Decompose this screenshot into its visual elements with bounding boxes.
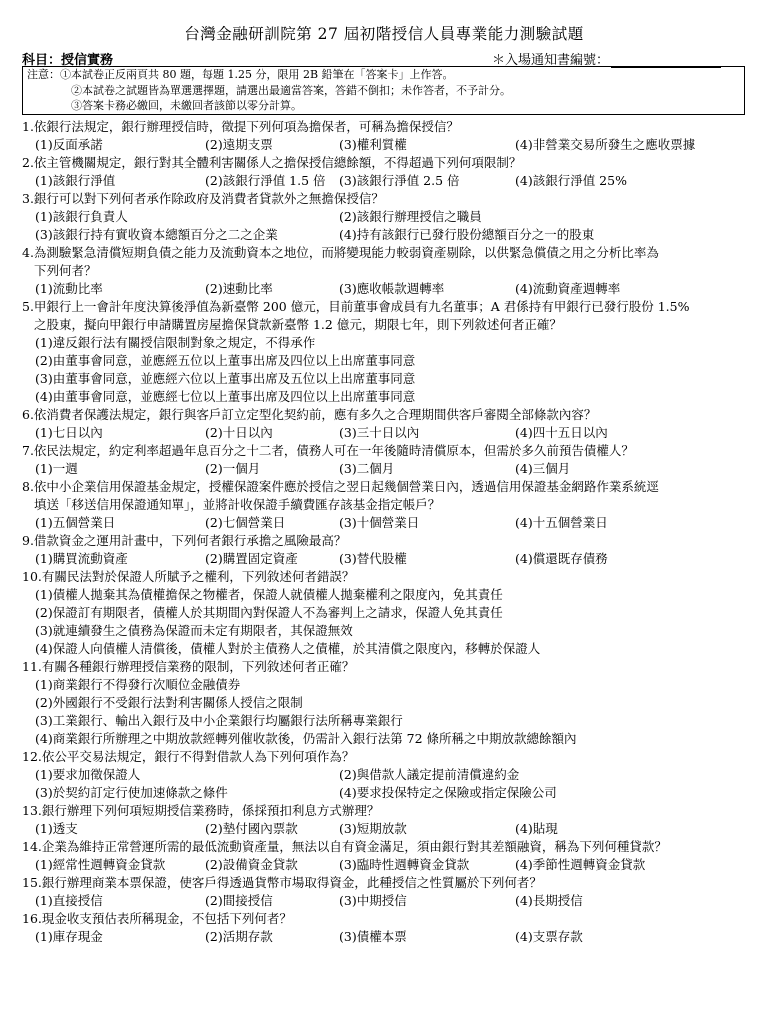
question-item [22,118,762,154]
option-row [22,766,762,784]
question-stem: 填送「移送信用保證通知單」，並將計收保證手續費匯存該基金指定帳戶？ [34,497,441,512]
answer-option: (4)由董事會同意，並應經七位以上董事出席及四位以上出席董事同意 [35,389,416,404]
answer-option: (2)購置固定資產 [205,551,298,566]
answer-option: (1)要求加徵保證人 [35,767,141,782]
answer-option: (1)經常性週轉資金貸款 [35,857,166,872]
notice-line-3-text: ③答案卡務必繳回，未繳回者該節以零分計算。 [71,99,302,112]
answer-option: (3)就連續發生之債務為保證而未定有期限者，其保證無效 [35,623,353,638]
option-row [22,550,762,568]
option-row [22,820,762,838]
notice-line-1: 注意：①本試卷正反兩頁共 80 題，每題 1.25 分，限用 2B 鉛筆在「答案卡」上作答。 [27,68,454,81]
answer-option: (2)設備資金貸款 [205,857,298,872]
answer-option: (4)非營業交易所發生之應收票據 [515,137,696,152]
answer-option: (4)十五個營業日 [515,515,608,530]
question-item [22,802,762,838]
admission-number-label: ＊入場通知書編號： [492,53,610,68]
question-stem: 16.現金收支預估表所稱現金，不包括下列何者？ [22,911,292,926]
answer-option: (2)間接授信 [205,893,273,908]
answer-option: (1)七日以內 [35,425,103,440]
answer-option: (1)商業銀行不得發行次順位金融債券 [35,677,241,692]
question-item [22,874,762,910]
question-item [22,838,762,874]
answer-option: (2)保證訂有期限者，債權人於其期間內對保證人不為審判上之請求，保證人免其責任 [35,605,503,620]
option-row [22,136,762,154]
answer-option: (2)速動比率 [205,281,273,296]
option-row [22,676,762,694]
question-stem: 10.有關民法對於保證人所賦予之權利，下列敘述何者錯誤？ [22,569,355,584]
question-stem: 14.企業為維持正常營運所需的最低流動資產量，無法以自有資金滿足，須由銀行對其差額融資，稱為下列何種貸款？ [22,839,667,854]
notice-box [22,66,745,115]
question-stem: 12.依公平交易法規定，銀行不得對借款人為下列何項作為？ [22,749,355,764]
answer-option: (4)季節性週轉資金貸款 [515,857,646,872]
option-row [22,208,762,226]
question-item [22,478,762,532]
answer-option: (1)違反銀行法有關授信限制對象之規定，不得承作 [35,335,316,350]
answer-option: (1)透支 [35,821,78,836]
option-row [22,712,762,730]
answer-option: (1)該銀行淨值 [35,173,116,188]
answer-option: (3)臨時性週轉資金貸款 [339,857,470,872]
answer-option: (4)支票存款 [515,929,583,944]
question-item [22,748,762,802]
answer-option: (2)遠期支票 [205,137,273,152]
question-stem: 5.甲銀行上一會計年度決算後淨值為新臺幣 200 億元，目前董事會成員有九名董事；A 君係持有甲銀行已發行股份 1.5% [22,299,690,314]
answer-option: (3)十個營業日 [339,515,420,530]
answer-option: (4)保證人向債權人清償後，債權人對於主債務人之債權，於其清償之限度內，移轉於保證人 [35,641,541,656]
question-item [22,568,762,658]
option-row [22,928,762,946]
answer-option: (4)流動資產週轉率 [515,281,621,296]
question-item [22,406,762,442]
option-row [22,226,762,244]
option-row [22,856,762,874]
option-row [22,388,762,406]
question-stem: 1.依銀行法規定，銀行辦理授信時，徵提下列何項為擔保者，可稱為擔保授信？ [22,119,459,134]
question-stem: 6.依消費者保護法規定，銀行與客戶訂立定型化契約前，應有多久之合理期間供客戶審閱全部條款內容？ [22,407,597,422]
answer-option: (1)庫存現金 [35,929,103,944]
answer-option: (2)該銀行辦理授信之職員 [339,209,482,224]
answer-option: (2)該銀行淨值 1.5 倍 [205,173,326,188]
answer-option: (3)應收帳款週轉率 [339,281,445,296]
answer-option: (4)貼現 [515,821,558,836]
option-row [22,370,762,388]
subject-label: 科目：授信實務 [22,53,114,68]
question-stem: 11.有關各種銀行辦理授信業務的限制，下列敘述何者正確？ [22,659,355,674]
question-item [22,154,762,190]
answer-option: (2)一個月 [205,461,261,476]
question-item [22,298,762,406]
answer-option: (3)該銀行持有實收資本總額百分之二之企業 [35,227,278,242]
question-stem: 下列何者？ [34,263,97,278]
option-row [22,424,762,442]
option-row [22,334,762,352]
option-row [22,784,762,802]
answer-option: (1)五個營業日 [35,515,116,530]
question-stem: 7.依民法規定，約定利率超過年息百分之十二者，債務人可在一年後隨時清償原本，但需於多久前預告債權人？ [22,443,634,458]
answer-option: (3)權利質權 [339,137,407,152]
answer-option: (4)該銀行淨值 25% [515,173,627,188]
question-stem: 9.借款資金之運用計畫中，下列何者銀行承擔之風險最高？ [22,533,347,548]
question-item [22,910,762,946]
answer-option: (2)七個營業日 [205,515,286,530]
option-row [22,892,762,910]
answer-option: (4)四十五日以內 [515,425,608,440]
question-stem: 13.銀行辦理下列何項短期授信業務時，係採預扣利息方式辦理？ [22,803,380,818]
question-stem: 2.依主管機關規定，銀行對其全體利害關係人之擔保授信總餘額，不得超過下列何項限制？ [22,155,522,170]
answer-option: (3)由董事會同意，並應經六位以上董事出席及五位以上出席董事同意 [35,371,416,386]
answer-option: (3)二個月 [339,461,395,476]
answer-option: (1)一週 [35,461,78,476]
answer-option: (4)長期授信 [515,893,583,908]
answer-option: (1)該銀行負責人 [35,209,128,224]
answer-option: (2)外國銀行不受銀行法對利害關係人授信之限制 [35,695,303,710]
option-row [22,280,762,298]
answer-option: (2)與借款人議定提前清償違約金 [339,767,520,782]
answer-option: (2)由董事會同意，並應經五位以上董事出席及四位以上出席董事同意 [35,353,416,368]
answer-option: (1)購買流動資產 [35,551,128,566]
answer-option: (4)償還既存債務 [515,551,608,566]
exam-title: 台灣金融研訓院第 27 屆初階授信人員專業能力測驗試題 [184,25,584,43]
option-row [22,460,762,478]
option-row [22,694,762,712]
option-row [22,640,762,658]
question-stem: 15.銀行辦理商業本票保證，使客戶得透過貨幣市場取得資金，此種授信之性質屬於下列何者？ [22,875,542,890]
notice-line-2 [27,83,740,99]
option-row [22,586,762,604]
answer-option: (2)墊付國內票款 [205,821,298,836]
option-row [22,172,762,190]
answer-option: (4)要求投保特定之保險或指定保險公司 [339,785,557,800]
answer-option: (1)債權人拋棄其為債權擔保之物權者，保證人就債權人拋棄權利之限度內，免其責任 [35,587,503,602]
answer-option: (2)十日以內 [205,425,273,440]
answer-option: (3)三十日以內 [339,425,420,440]
question-item [22,442,762,478]
question-item [22,658,762,748]
question-item [22,190,762,244]
option-row [22,352,762,370]
answer-option: (3)該銀行淨值 2.5 倍 [339,173,460,188]
notice-line-2-text: ②本試卷之試題皆為單選選擇題，請選出最適當答案，答錯不倒扣；未作答者，不予計分。 [71,83,511,97]
answer-option: (4)商業銀行所辦理之中期放款經轉列催收款後，仍需計入銀行法第 72 條所稱之中期放款總餘額內 [35,731,577,746]
answer-option: (1)流動比率 [35,281,103,296]
answer-option: (3)中期授信 [339,893,407,908]
option-row [22,514,762,532]
question-stem: 之股東，擬向甲銀行申請購置房屋擔保貸款新臺幣 1.2 億元，期限七年，則下列敘述何者正確？ [34,317,562,332]
answer-option: (3)工業銀行、輸出入銀行及中小企業銀行均屬銀行法所稱專業銀行 [35,713,403,728]
answer-option: (2)活期存款 [205,929,273,944]
question-stem: 8.依中小企業信用保證基金規定，授權保證案件應於授信之翌日起幾個營業日內，透過信用保證基金網路作業系統逕 [22,479,659,494]
question-item [22,244,762,298]
question-stem: 4.為測驗緊急清償短期負債之能力及流動資本之地位，而將變現能力較弱資產剔除，以供緊急償債之用之分析比率為 [22,245,659,260]
answer-option: (3)債權本票 [339,929,407,944]
answer-option: (4)持有該銀行已發行股份總額百分之一的股東 [339,227,595,242]
answer-option: (1)反面承諾 [35,137,103,152]
answer-option: (3)替代股權 [339,551,407,566]
answer-option: (4)三個月 [515,461,571,476]
answer-option: (3)短期放款 [339,821,407,836]
option-row [22,622,762,640]
question-list [22,118,762,946]
question-stem: 3.銀行可以對下列何者承作除政府及消費者貸款外之無擔保授信？ [22,191,384,206]
notice-line-3 [27,98,740,114]
subject-line [22,49,758,67]
answer-option: (3)於契約訂定行使加速條款之條件 [35,785,228,800]
option-row [22,730,762,748]
question-item [22,532,762,568]
option-row [22,604,762,622]
answer-option: (1)直接授信 [35,893,103,908]
